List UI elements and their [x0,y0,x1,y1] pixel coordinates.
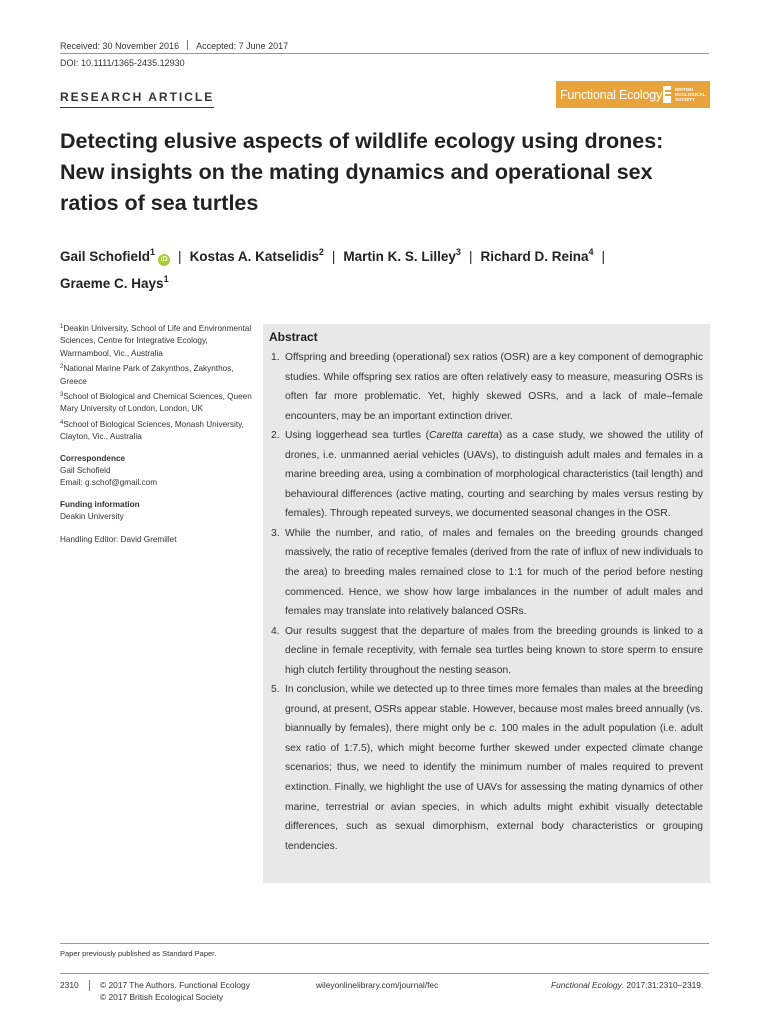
handling-editor: Handling Editor: David Gremillet [60,534,177,544]
author-name-text: Kostas A. Katselidis [189,249,319,264]
publication-dates [60,40,288,51]
page-number: 2310 [60,980,90,991]
society-line: SOCIETY [675,97,696,103]
citation-details: . 2017;31:2310–2319. [621,980,704,990]
header-rule [60,53,709,54]
journal-badge[interactable] [556,81,710,108]
society-line: ECOLOGICAL [675,91,706,97]
affiliation-text: National Marine Park of Zakynthos, Zakynthos, Greece [60,364,234,386]
affiliation-marker: 1 [163,274,169,284]
affiliation-marker: 2 [318,247,324,257]
society-name [675,87,706,103]
item-text: While the number, and ratio, of males and females on the breeding grounds changed massively, the ratio of receptive females (derived from the rate of influx of new individuals to the area) to breeding males remained close to 1:1 for much of the period before nesting commenced. Hence, we show how large imbalances in the number of adult males and females may translate into relatively balanced OSRs. [285,527,703,618]
affiliation-marker: 1 [150,247,156,257]
accepted-date: Accepted: 7 June 2017 [196,41,289,51]
affiliation-number: 2 [60,364,64,371]
item-text-pre: Using loggerhead sea turtles ( [285,430,430,442]
abstract-box [263,324,710,883]
affiliation-text: School of Biological Sciences, Monash University, Clayton, Vic., Australia [60,419,244,442]
author-list [60,243,720,297]
item-text-pre: In conclusion, while we detected up to three times more females than males at the breeding ground, at present, OSRs appear stable. However, because most males breed annually (vs. biannually by females), there might only be [285,684,703,735]
doi[interactable]: DOI: 10.1111/1365-2435.12930 [60,58,185,68]
affiliation [60,419,255,444]
date-separator [187,40,188,50]
item-number: 4. [271,625,280,637]
author-separator: | [601,249,606,264]
item-text-post: ) as a case study, we showed the utility of drones, i.e. unmanned aerial vehicles (UAVs), to distinguish adult males and females in a marine breeding area, using a combination of morphological characteristics (tail length) and behavioural differences (active mating, courting and searching by males versus resting by females). Through repeated surveys, we documented seasonal changes in the OSR. [285,430,703,520]
affiliation-text: Deakin University, School of Life and Environmental Sciences, Centre for Integrative Ecology, Warrnambool, Vic., Australia [60,324,252,358]
author-separator: | [468,249,473,264]
society-line: BRITISH [675,86,694,92]
abstract-item [269,680,703,856]
article-title: Detecting elusive aspects of wildlife ecology using drones: New insights on the mating dynamics and operational sex ratios of sea turtles [60,129,664,215]
affiliation-number: 4 [60,419,64,426]
affiliation-marker: 4 [588,247,594,257]
correspondence-email[interactable]: Email: g.schof@gmail.com [60,478,158,488]
bes-logo-icon [663,86,671,103]
item-number: 2. [271,430,280,442]
copyright-society: © 2017 British Ecological Society [100,991,224,1002]
author-name[interactable] [60,249,155,264]
author-separator: | [331,249,336,264]
item-number: 1. [271,352,280,363]
item-text-post: 100 males in the adult population (i.e. adult sex ratio of 1:7.5), which might become further skewed under expected climate change scenarios; thus, we need to identify the minimum number of males required to prevent extinction. Finally, we highlight the use of UAVs for assessing the mating dynamics of other marine, terrestrial or avian species, in which adults might exhibit visually detectable differences, such as sexual dimorphism, external body characteristics or grouping tendencies. [285,723,703,852]
author-name-text: Richard D. Reina [480,249,589,264]
abstract-item [269,426,703,524]
citation-journal: Functional Ecology [551,980,622,990]
journal-name: Functional Ecology [560,87,663,102]
affiliation [60,391,255,416]
affiliation-marker: 3 [455,247,461,257]
footnote-rule [60,943,709,944]
author-name-text: Graeme C. Hays [60,276,164,291]
item-number: 5. [271,684,280,696]
abstract-list [269,348,703,856]
affiliation-number: 1 [60,324,64,330]
author-name[interactable] [190,249,324,264]
article-type: RESEARCH ARTICLE [60,90,214,108]
orcid-icon[interactable]: iD [158,254,170,266]
footnote: Paper previously published as Standard Paper. [60,949,217,958]
author-name[interactable] [480,249,593,264]
affiliation-text: School of Biological and Chemical Sciences, Queen Mary University of London, London, UK [60,392,252,414]
abstract-item [269,348,703,426]
citation [551,980,703,990]
article-info-sidebar [60,323,255,549]
abstract-heading: Abstract [269,330,318,344]
affiliation [60,363,255,388]
footer-left [60,980,250,1003]
item-number: 3. [271,527,280,539]
author-name-text: Gail Schofield [60,249,151,264]
footer-rule [60,973,709,974]
journal-url[interactable]: wileyonlinelibrary.com/journal/fec [316,980,439,990]
affiliation [60,323,255,360]
author-name[interactable] [343,249,461,264]
species-name: Caretta caretta [429,430,499,442]
funding-heading: Funding information [60,499,140,509]
circa-abbrev: c. [489,723,498,735]
author-separator: | [178,249,182,264]
funding-text: Deakin University [60,512,124,522]
author-name[interactable] [60,276,169,291]
correspondence-heading: Correspondence [60,453,126,463]
abstract-item [269,524,703,622]
correspondence-name: Gail Schofield [60,466,111,476]
item-text: Our results suggest that the departure of males from the breeding grounds is linked to a decline in female receptivity, with female sea turtles being known to store sperm to ensure high clutch fertility throughout the nesting season. [285,625,703,676]
copyright-authors: © 2017 The Authors. Functional Ecology [100,980,250,990]
abstract-item [269,622,703,681]
author-name-text: Martin K. S. Lilley [343,249,456,264]
item-text: Offspring and breeding (operational) sex ratios (OSR) are a key component of demographic studies. While offspring sex ratios are often relatively easy to measure, measuring OSRs is often far more problematic. Yet, highly skewed OSRs, and a lack of male–female encounters, may be an important extinction driver. [285,352,703,422]
affiliation-number: 3 [60,392,64,399]
received-date: Received: 30 November 2016 [60,41,180,51]
